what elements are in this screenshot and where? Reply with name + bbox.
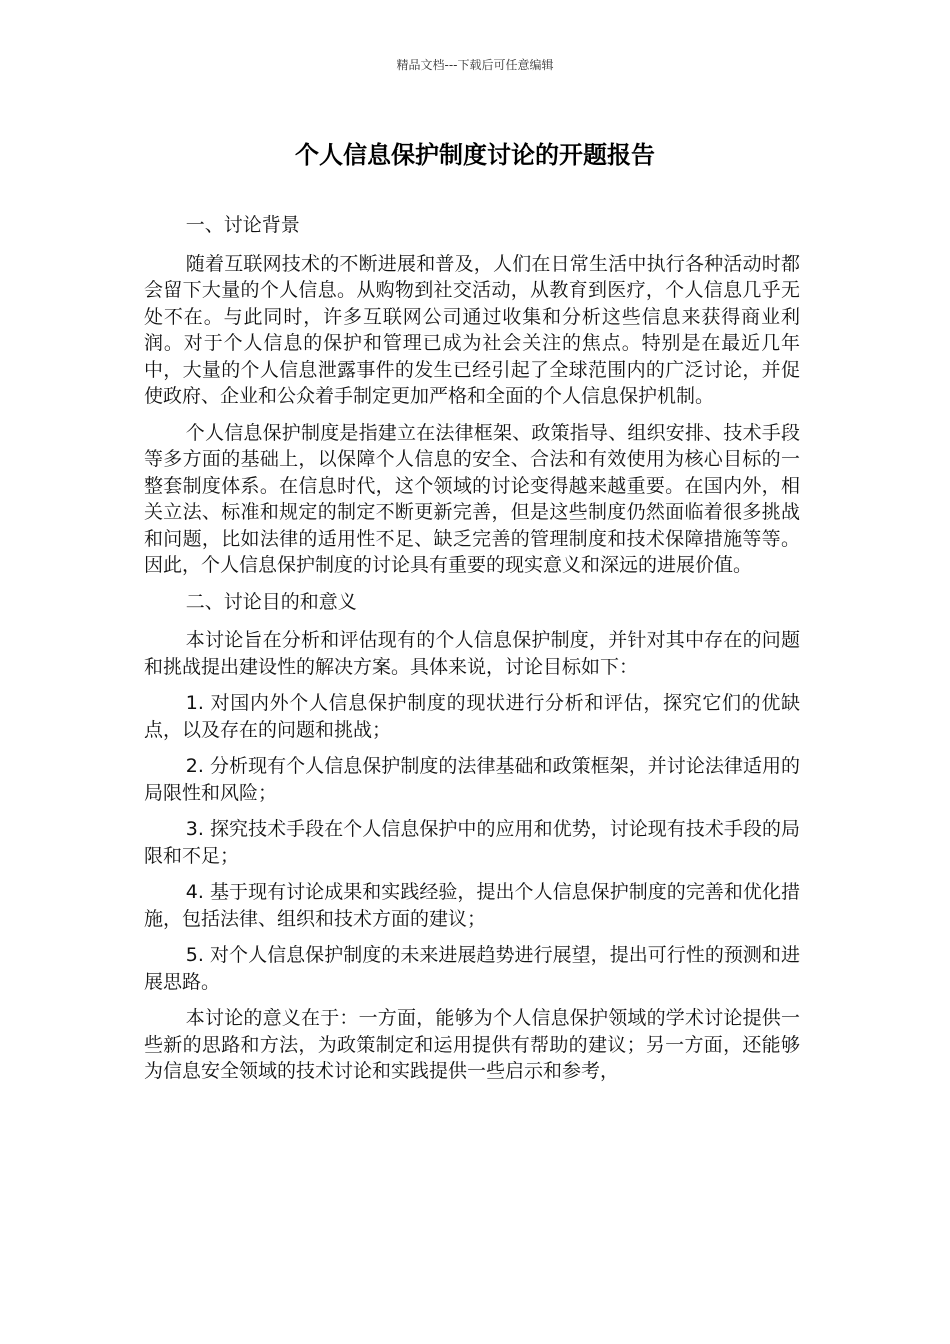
list-item-goal-2: 2. 分析现有个人信息保护制度的法律基础和政策框架，并讨论法律适用的局限性和风险； [144, 755, 800, 804]
document-body [144, 212, 800, 1095]
list-item-goal-3: 3. 探究技术手段在个人信息保护中的应用和优势，讨论现有技术手段的局限和不足； [144, 818, 800, 867]
list-item-goal-1: 1. 对国内外个人信息保护制度的现状进行分析和评估，探究它们的优缺点，以及存在的问题和挑战； [144, 692, 800, 741]
paragraph-significance: 本讨论的意义在于：一方面，能够为个人信息保护领域的学术讨论提供一些新的思路和方法，为政策制定和运用提供有帮助的建议；另一方面，还能够为信息安全领域的技术讨论和实践提供一些启示和参考， [144, 1007, 800, 1082]
list-item-goal-4: 4. 基于现有讨论成果和实践经验，提出个人信息保护制度的完善和优化措施，包括法律、组织和技术方面的建议； [144, 881, 800, 930]
document-title: 个人信息保护制度讨论的开题报告 [295, 141, 655, 169]
section-heading-background: 一、讨论背景 [185, 214, 300, 236]
section-heading-purpose: 二、讨论目的和意义 [185, 590, 357, 613]
paragraph-background-1: 随着互联网技术的不断进展和普及，人们在日常生活中执行各种活动时都会留下大量的个人信息。从购物到社交活动，从教育到医疗，个人信息几乎无处不在。与此同时，许多互联网公司通过收集和分析这些信息来获得商业利润。对于个人信息的保护和管理已成为社会关注的焦点。特别是在最近几年中，大量的个人信息泄露事件的发生已经引起了全球范围内的广泛讨论，并促使政府、企业和公众着手制定更加严格和全面的个人信息保护机制。 [144, 252, 800, 407]
list-item-goal-5: 5. 对个人信息保护制度的未来进展趋势进行展望，提出可行性的预测和进展思路。 [144, 944, 800, 993]
page-header-watermark: 精品文档---下载后可任意编辑 [396, 58, 554, 72]
paragraph-purpose-intro: 本讨论旨在分析和评估现有的个人信息保护制度，并针对其中存在的问题和挑战提出建设性的解决方案。具体来说，讨论目标如下： [144, 629, 800, 678]
paragraph-background-2: 个人信息保护制度是指建立在法律框架、政策指导、组织安排、技术手段等多方面的基础上，以保障个人信息的安全、合法和有效使用为核心目标的一整套制度体系。在信息时代，这个领域的讨论变得越来越重要。在国内外，相关立法、标准和规定的制定不断更新完善，但是这些制度仍然面临着很多挑战和问题，比如法律的适用性不足、缺乏完善的管理制度和技术保障措施等等。因此，个人信息保护制度的讨论具有重要的现实意义和深远的进展价值。 [144, 421, 800, 576]
